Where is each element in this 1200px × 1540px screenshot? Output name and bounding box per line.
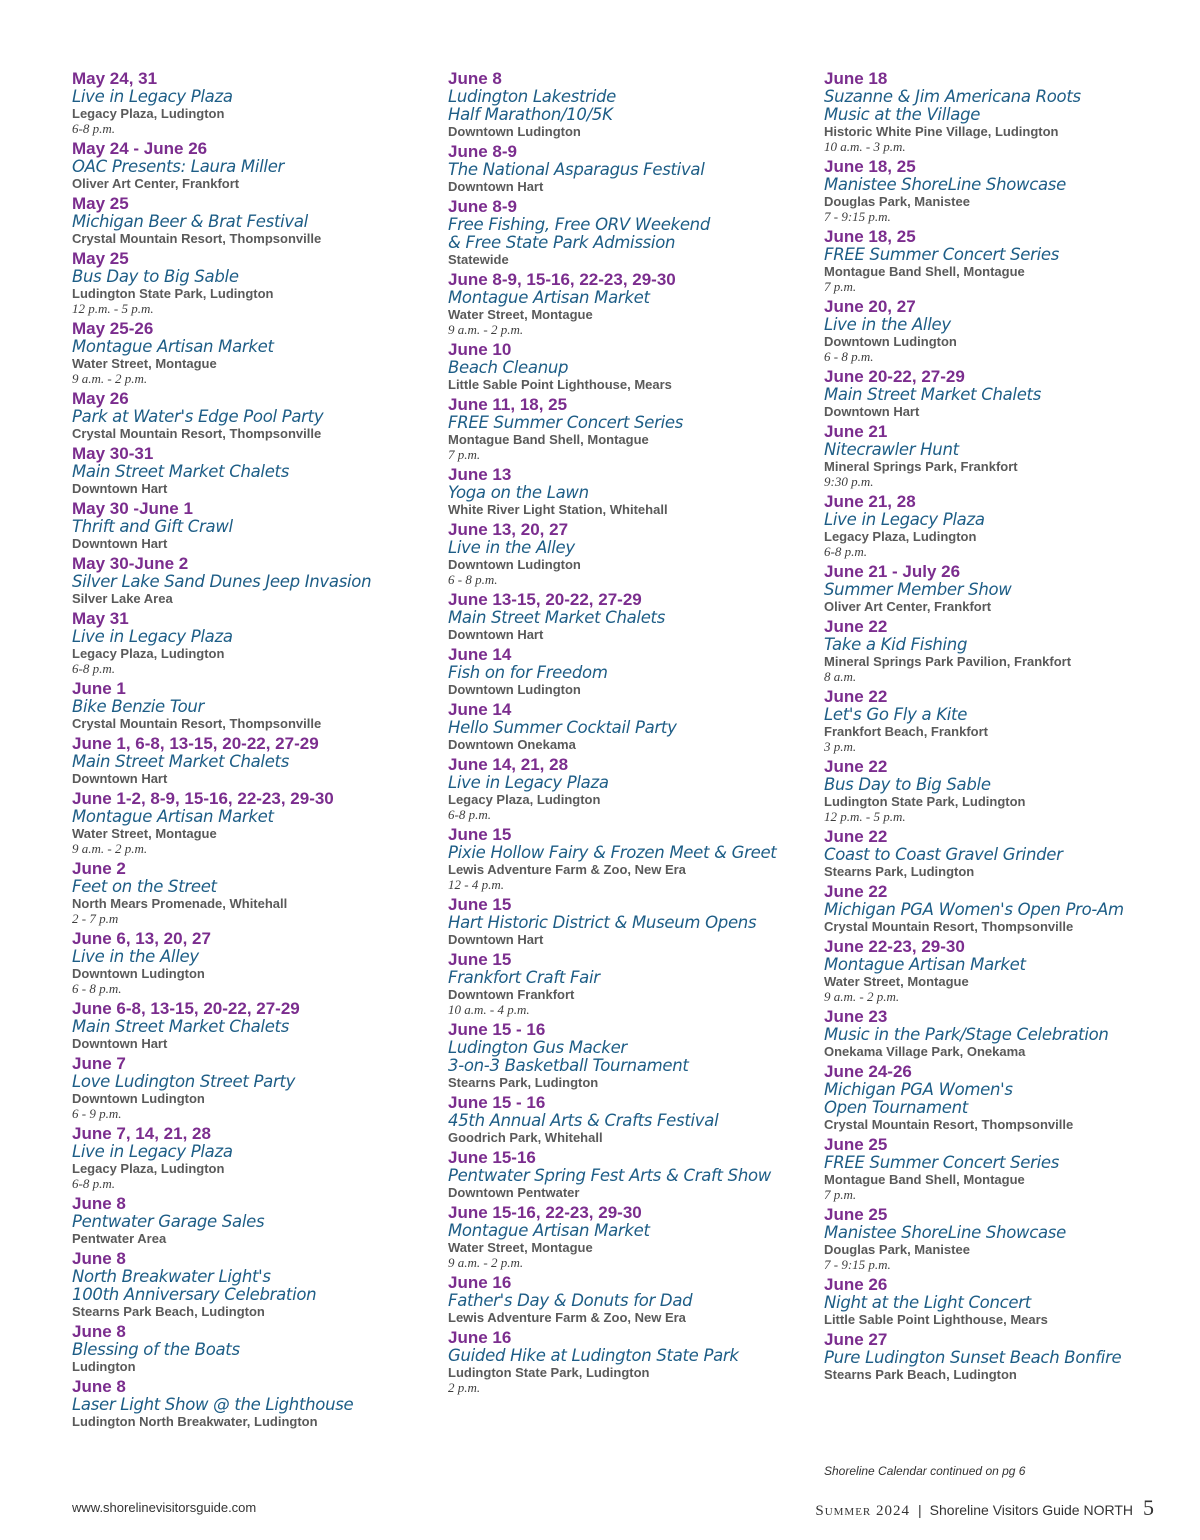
event-location: Montague Band Shell, Montague <box>448 432 649 447</box>
event-location: Crystal Mountain Resort, Thompsonville <box>72 231 322 246</box>
page-number: 5 <box>1143 1495 1154 1520</box>
event-location: Little Sable Point Lighthouse, Mears <box>448 377 672 392</box>
event-time: 9 a.m. - 2 p.m. <box>824 989 900 1004</box>
event-entry <box>824 1136 1154 1202</box>
event-title: 3-on-3 Basketball Tournament <box>448 1056 689 1075</box>
event-location: Statewide <box>448 252 509 267</box>
event-title: Live in Legacy Plaza <box>72 1142 233 1161</box>
event-time: 2 - 7 p.m <box>72 911 119 926</box>
footer-guide-title: Shoreline Visitors Guide NORTH <box>929 1502 1133 1518</box>
event-location: Legacy Plaza, Ludington <box>72 1161 225 1176</box>
event-entry <box>448 341 808 392</box>
event-location: Downtown Ludington <box>448 682 581 697</box>
event-location: Downtown Ludington <box>448 124 581 139</box>
event-location: Frankfort Beach, Frankfort <box>824 724 988 739</box>
calendar-column-1 <box>72 70 432 1433</box>
event-entry <box>824 70 1154 154</box>
event-title: Free Fishing, Free ORV Weekend <box>448 215 711 234</box>
event-date: May 24, 31 <box>72 69 158 88</box>
event-location: Lewis Adventure Farm & Zoo, New Era <box>448 862 686 877</box>
event-date: June 22 <box>824 757 888 776</box>
event-title: Nitecrawler Hunt <box>824 440 959 459</box>
event-title: Hart Historic District & Museum Opens <box>448 913 757 932</box>
event-entry <box>448 756 808 822</box>
event-title: Montague Artisan Market <box>72 337 274 356</box>
event-entry <box>72 70 432 136</box>
event-date: June 14 <box>448 645 512 664</box>
event-title: Feet on the Street <box>72 877 217 896</box>
event-title: Michigan PGA Women's Open Pro-Am <box>824 900 1124 919</box>
event-entry <box>72 1250 432 1319</box>
event-date: June 15 <box>448 825 512 844</box>
event-time: 10 a.m. - 3 p.m. <box>824 139 906 154</box>
event-entry <box>72 140 432 191</box>
event-date: June 1-2, 8-9, 15-16, 22-23, 29-30 <box>72 789 334 808</box>
event-date: June 13-15, 20-22, 27-29 <box>448 590 642 609</box>
event-date: June 13, 20, 27 <box>448 520 569 539</box>
event-title: Music in the Park/Stage Celebration <box>824 1025 1109 1044</box>
event-title: Live in the Alley <box>824 315 951 334</box>
event-title: FREE Summer Concert Series <box>448 413 684 432</box>
event-time: 3 p.m. <box>824 739 857 754</box>
event-date: June 8 <box>72 1322 126 1341</box>
event-date: June 25 <box>824 1135 888 1154</box>
event-location: Historic White Pine Village, Ludington <box>824 124 1059 139</box>
event-date: May 30-June 2 <box>72 554 189 573</box>
event-date: June 14 <box>448 700 512 719</box>
event-entry <box>824 563 1154 614</box>
event-entry <box>72 610 432 676</box>
event-location: Downtown Hart <box>72 481 168 496</box>
event-entry <box>448 70 808 139</box>
event-location: Ludington State Park, Ludington <box>72 286 274 301</box>
event-date: June 15 <box>448 895 512 914</box>
event-location: Downtown Ludington <box>72 1091 205 1106</box>
event-time: 6 - 8 p.m. <box>448 572 498 587</box>
event-date: June 25 <box>824 1205 888 1224</box>
event-entry <box>72 1195 432 1246</box>
event-entry <box>448 1329 808 1395</box>
event-time: 7 p.m. <box>448 447 481 462</box>
event-date: June 15-16 <box>448 1148 536 1167</box>
event-entry <box>72 555 432 606</box>
footer-separator: | <box>918 1502 922 1518</box>
footer-website-url: www.shorelinevisitorsguide.com <box>72 1500 257 1515</box>
event-entry <box>72 1125 432 1191</box>
event-date: May 25 <box>72 194 129 213</box>
event-time: 2 p.m. <box>448 1380 481 1395</box>
event-date: June 15 - 16 <box>448 1020 546 1039</box>
event-title: Ludington Gus Macker <box>448 1038 627 1057</box>
event-location: Legacy Plaza, Ludington <box>448 792 601 807</box>
event-date: June 26 <box>824 1275 888 1294</box>
event-entry <box>824 758 1154 824</box>
event-time: 6-8 p.m. <box>448 807 491 822</box>
event-time: 12 p.m. - 5 p.m. <box>824 809 906 824</box>
event-location: Montague Band Shell, Montague <box>824 1172 1025 1187</box>
event-date: June 13 <box>448 465 512 484</box>
event-title: Bus Day to Big Sable <box>824 775 991 794</box>
event-location: Downtown Hart <box>448 179 544 194</box>
event-date: June 27 <box>824 1330 888 1349</box>
event-title: Bike Benzie Tour <box>72 697 205 716</box>
event-location: Crystal Mountain Resort, Thompsonville <box>824 1117 1074 1132</box>
event-title: Live in the Alley <box>448 538 575 557</box>
event-title: Let's Go Fly a Kite <box>824 705 968 724</box>
event-title: Bus Day to Big Sable <box>72 267 239 286</box>
event-title: The National Asparagus Festival <box>448 160 705 179</box>
event-location: Stearns Park, Ludington <box>824 864 975 879</box>
event-time: 9 a.m. - 2 p.m. <box>448 1255 524 1270</box>
event-time: 9 a.m. - 2 p.m. <box>72 841 148 856</box>
event-entry <box>824 883 1154 934</box>
event-entry <box>72 500 432 551</box>
event-entry <box>448 143 808 194</box>
event-title: Manistee ShoreLine Showcase <box>824 1223 1066 1242</box>
event-title: Father's Day & Donuts for Dad <box>448 1291 693 1310</box>
event-location: Douglas Park, Manistee <box>824 1242 970 1257</box>
event-time: 6-8 p.m. <box>72 1176 115 1191</box>
event-date: June 23 <box>824 1007 888 1026</box>
event-date: June 15 <box>448 950 512 969</box>
event-date: June 22 <box>824 882 888 901</box>
event-entry <box>824 1206 1154 1272</box>
event-entry <box>72 250 432 316</box>
event-time: 6 - 8 p.m. <box>72 981 122 996</box>
event-entry <box>72 390 432 441</box>
event-entry <box>72 1055 432 1121</box>
event-date: June 22 <box>824 827 888 846</box>
event-date: June 20-22, 27-29 <box>824 367 965 386</box>
event-date: May 30-31 <box>72 444 154 463</box>
event-location: Downtown Hart <box>448 932 544 947</box>
event-title: Thrift and Gift Crawl <box>72 517 233 536</box>
event-location: Downtown Hart <box>72 536 168 551</box>
event-title: Montague Artisan Market <box>824 955 1026 974</box>
calendar-column-2 <box>448 70 808 1399</box>
event-time: 6 - 9 p.m. <box>72 1106 122 1121</box>
event-title: Michigan PGA Women's <box>824 1080 1013 1099</box>
event-date: June 20, 27 <box>824 297 916 316</box>
event-date: June 24-26 <box>824 1062 912 1081</box>
event-date: May 26 <box>72 389 129 408</box>
event-title: FREE Summer Concert Series <box>824 1153 1060 1172</box>
event-location: Little Sable Point Lighthouse, Mears <box>824 1312 1048 1327</box>
event-title: Summer Member Show <box>824 580 1012 599</box>
event-location: Ludington State Park, Ludington <box>824 794 1026 809</box>
event-title: Hello Summer Cocktail Party <box>448 718 677 737</box>
event-location: Water Street, Montague <box>72 356 217 371</box>
event-location: Downtown Pentwater <box>448 1185 580 1200</box>
event-date: June 16 <box>448 1273 512 1292</box>
event-entry <box>448 1021 808 1090</box>
event-title: Ludington Lakestride <box>448 87 616 106</box>
event-date: June 8 <box>448 69 502 88</box>
event-title: Half Marathon/10/5K <box>448 105 613 124</box>
event-date: June 15 - 16 <box>448 1093 546 1112</box>
event-title: 100th Anniversary Celebration <box>72 1285 317 1304</box>
event-entry <box>448 1274 808 1325</box>
event-title: Montague Artisan Market <box>448 288 650 307</box>
event-entry <box>448 198 808 267</box>
event-location: Ludington North Breakwater, Ludington <box>72 1414 318 1429</box>
event-date: June 8-9 <box>448 142 517 161</box>
event-location: North Mears Promenade, Whitehall <box>72 896 288 911</box>
event-title: Live in Legacy Plaza <box>448 773 609 792</box>
event-location: Silver Lake Area <box>72 591 173 606</box>
event-title: Live in Legacy Plaza <box>824 510 985 529</box>
event-time: 6-8 p.m. <box>824 544 867 559</box>
event-location: Onekama Village Park, Onekama <box>824 1044 1026 1059</box>
calendar-column-3 <box>824 70 1154 1386</box>
event-location: Ludington State Park, Ludington <box>448 1365 650 1380</box>
event-entry <box>72 1000 432 1051</box>
event-entry <box>448 646 808 697</box>
event-location: Lewis Adventure Farm & Zoo, New Era <box>448 1310 686 1325</box>
event-date: June 8 <box>72 1377 126 1396</box>
event-title: OAC Presents: Laura Miller <box>72 157 285 176</box>
event-location: Downtown Ludington <box>72 966 205 981</box>
event-date: May 31 <box>72 609 129 628</box>
event-location: Mineral Springs Park, Frankfort <box>824 459 1018 474</box>
event-date: May 25-26 <box>72 319 154 338</box>
event-entry <box>72 1323 432 1374</box>
event-date: June 22 <box>824 617 888 636</box>
event-entry <box>72 930 432 996</box>
event-entry <box>448 396 808 462</box>
footer-publication-info <box>815 1495 1154 1521</box>
event-title: 45th Annual Arts & Crafts Festival <box>448 1111 719 1130</box>
event-date: June 8-9, 15-16, 22-23, 29-30 <box>448 270 676 289</box>
event-title: North Breakwater Light's <box>72 1267 271 1286</box>
event-title: Park at Water's Edge Pool Party <box>72 407 324 426</box>
event-date: June 22-23, 29-30 <box>824 937 965 956</box>
event-time: 7 p.m. <box>824 279 857 294</box>
event-location: Mineral Springs Park Pavilion, Frankfort <box>824 654 1072 669</box>
event-title: Beach Cleanup <box>448 358 569 377</box>
event-date: June 18 <box>824 69 888 88</box>
event-time: 6-8 p.m. <box>72 661 115 676</box>
event-date: June 21 - July 26 <box>824 562 961 581</box>
event-entry <box>72 320 432 386</box>
event-date: May 30 -June 1 <box>72 499 193 518</box>
event-date: June 21 <box>824 422 888 441</box>
event-date: June 8 <box>72 1249 126 1268</box>
event-entry <box>448 591 808 642</box>
event-entry <box>824 618 1154 684</box>
event-date: June 8 <box>72 1194 126 1213</box>
event-entry <box>824 828 1154 879</box>
event-entry <box>448 826 808 892</box>
event-entry <box>448 466 808 517</box>
event-location: Downtown Hart <box>448 627 544 642</box>
event-entry <box>448 896 808 947</box>
event-location: Downtown Hart <box>72 1036 168 1051</box>
event-location: Montague Band Shell, Montague <box>824 264 1025 279</box>
event-entry <box>448 1149 808 1200</box>
event-entry <box>824 493 1154 559</box>
event-time: 9 a.m. - 2 p.m. <box>448 322 524 337</box>
event-location: Oliver Art Center, Frankfort <box>824 599 992 614</box>
event-date: June 22 <box>824 687 888 706</box>
event-date: June 6-8, 13-15, 20-22, 27-29 <box>72 999 300 1018</box>
event-location: Stearns Park Beach, Ludington <box>824 1367 1017 1382</box>
event-location: Downtown Onekama <box>448 737 576 752</box>
event-location: Crystal Mountain Resort, Thompsonville <box>72 716 322 731</box>
event-entry <box>72 790 432 856</box>
event-entry <box>824 423 1154 489</box>
event-entry <box>72 1378 432 1429</box>
event-entry <box>448 701 808 752</box>
event-date: June 8-9 <box>448 197 517 216</box>
event-title: & Free State Park Admission <box>448 233 676 252</box>
event-title: Montague Artisan Market <box>72 807 274 826</box>
event-title: Coast to Coast Gravel Grinder <box>824 845 1063 864</box>
event-entry <box>824 688 1154 754</box>
event-entry <box>824 228 1154 294</box>
event-title: Main Street Market Chalets <box>72 752 290 771</box>
event-entry <box>72 860 432 926</box>
event-time: 6-8 p.m. <box>72 121 115 136</box>
event-title: Laser Light Show @ the Lighthouse <box>72 1395 354 1414</box>
event-title: Montague Artisan Market <box>448 1221 650 1240</box>
event-date: June 11, 18, 25 <box>448 395 568 414</box>
event-title: Love Ludington Street Party <box>72 1072 296 1091</box>
event-title: Pixie Hollow Fairy & Frozen Meet & Greet <box>448 843 777 862</box>
event-date: June 18, 25 <box>824 227 916 246</box>
event-date: June 1 <box>72 679 126 698</box>
event-title: Live in Legacy Plaza <box>72 87 233 106</box>
event-date: June 10 <box>448 340 512 359</box>
event-entry <box>824 298 1154 364</box>
event-title: Silver Lake Sand Dunes Jeep Invasion <box>72 572 372 591</box>
event-date: June 7 <box>72 1054 126 1073</box>
event-title: Pure Ludington Sunset Beach Bonfire <box>824 1348 1122 1367</box>
event-location: Downtown Hart <box>72 771 168 786</box>
event-title: Live in Legacy Plaza <box>72 627 233 646</box>
event-title: Pentwater Spring Fest Arts & Craft Show <box>448 1166 771 1185</box>
event-entry <box>448 951 808 1017</box>
event-date: June 7, 14, 21, 28 <box>72 1124 211 1143</box>
continued-note: Shoreline Calendar continued on pg 6 <box>824 1464 1026 1478</box>
event-title: Live in the Alley <box>72 947 199 966</box>
event-title: Main Street Market Chalets <box>824 385 1042 404</box>
event-location: Stearns Park Beach, Ludington <box>72 1304 265 1319</box>
event-time: 12 p.m. - 5 p.m. <box>72 301 154 316</box>
event-title: Blessing of the Boats <box>72 1340 240 1359</box>
event-title: Michigan Beer & Brat Festival <box>72 212 308 231</box>
event-date: June 15-16, 22-23, 29-30 <box>448 1203 642 1222</box>
event-location: Oliver Art Center, Frankfort <box>72 176 240 191</box>
event-date: June 1, 6-8, 13-15, 20-22, 27-29 <box>72 734 319 753</box>
event-time: 7 - 9:15 p.m. <box>824 209 891 224</box>
event-time: 7 - 9:15 p.m. <box>824 1257 891 1272</box>
event-date: May 24 - June 26 <box>72 139 208 158</box>
event-title: Yoga on the Lawn <box>448 483 589 502</box>
event-location: Legacy Plaza, Ludington <box>824 529 977 544</box>
event-location: Ludington <box>72 1359 136 1374</box>
event-entry <box>448 1094 808 1145</box>
event-entry <box>72 680 432 731</box>
event-location: Legacy Plaza, Ludington <box>72 106 225 121</box>
event-title: Take a Kid Fishing <box>824 635 968 654</box>
event-date: May 25 <box>72 249 129 268</box>
event-title: Main Street Market Chalets <box>448 608 666 627</box>
event-entry <box>824 158 1154 224</box>
event-location: Pentwater Area <box>72 1231 167 1246</box>
event-date: June 21, 28 <box>824 492 916 511</box>
event-location: Crystal Mountain Resort, Thompsonville <box>72 426 322 441</box>
event-title: Main Street Market Chalets <box>72 462 290 481</box>
event-entry <box>824 368 1154 419</box>
event-location: Water Street, Montague <box>448 307 593 322</box>
event-location: Stearns Park, Ludington <box>448 1075 599 1090</box>
event-title: Pentwater Garage Sales <box>72 1212 265 1231</box>
event-entry <box>448 271 808 337</box>
event-date: June 14, 21, 28 <box>448 755 569 774</box>
event-entry <box>824 1276 1154 1327</box>
event-location: Water Street, Montague <box>824 974 969 989</box>
event-entry <box>824 1008 1154 1059</box>
event-title: Open Tournament <box>824 1098 968 1117</box>
event-location: White River Light Station, Whitehall <box>448 502 668 517</box>
event-time: 9:30 p.m. <box>824 474 874 489</box>
event-location: Water Street, Montague <box>72 826 217 841</box>
event-entry <box>72 735 432 786</box>
event-location: Goodrich Park, Whitehall <box>448 1130 603 1145</box>
event-date: June 2 <box>72 859 126 878</box>
event-date: June 18, 25 <box>824 157 916 176</box>
event-location: Downtown Ludington <box>448 557 581 572</box>
event-date: June 6, 13, 20, 27 <box>72 929 211 948</box>
event-entry <box>448 521 808 587</box>
event-time: 10 a.m. - 4 p.m. <box>448 1002 530 1017</box>
event-time: 9 a.m. - 2 p.m. <box>72 371 148 386</box>
event-entry <box>824 1331 1154 1382</box>
event-title: Suzanne & Jim Americana Roots <box>824 87 1081 106</box>
event-time: 8 a.m. <box>824 669 857 684</box>
event-title: Guided Hike at Ludington State Park <box>448 1346 739 1365</box>
event-location: Douglas Park, Manistee <box>824 194 970 209</box>
event-location: Downtown Ludington <box>824 334 957 349</box>
event-time: 6 - 8 p.m. <box>824 349 874 364</box>
event-entry <box>72 445 432 496</box>
event-location: Downtown Hart <box>824 404 920 419</box>
event-title: Music at the Village <box>824 105 981 124</box>
event-date: June 16 <box>448 1328 512 1347</box>
event-location: Water Street, Montague <box>448 1240 593 1255</box>
event-entry <box>72 195 432 246</box>
event-title: Night at the Light Concert <box>824 1293 1031 1312</box>
footer-season: Summer 2024 <box>815 1503 911 1519</box>
event-entry <box>448 1204 808 1270</box>
event-title: Main Street Market Chalets <box>72 1017 290 1036</box>
event-time: 7 p.m. <box>824 1187 857 1202</box>
event-title: FREE Summer Concert Series <box>824 245 1060 264</box>
event-location: Legacy Plaza, Ludington <box>72 646 225 661</box>
event-entry <box>824 938 1154 1004</box>
event-entry <box>824 1063 1154 1132</box>
event-title: Frankfort Craft Fair <box>448 968 600 987</box>
event-location: Crystal Mountain Resort, Thompsonville <box>824 919 1074 934</box>
event-location: Downtown Frankfort <box>448 987 575 1002</box>
event-title: Manistee ShoreLine Showcase <box>824 175 1066 194</box>
event-title: Fish on for Freedom <box>448 663 608 682</box>
event-time: 12 - 4 p.m. <box>448 877 504 892</box>
